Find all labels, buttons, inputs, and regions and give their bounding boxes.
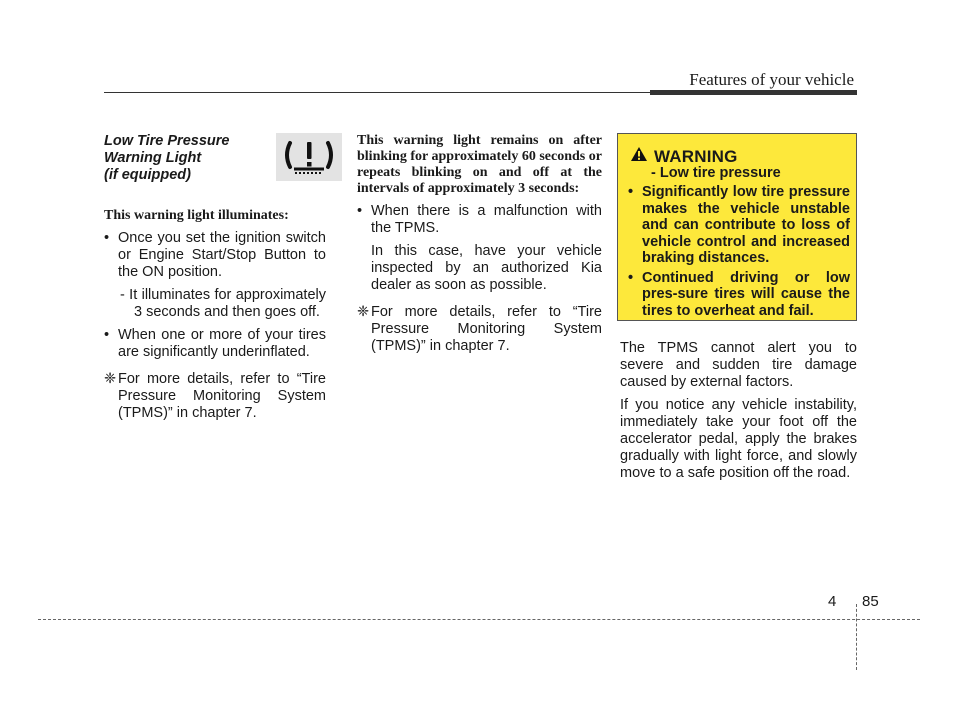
reference-note bbox=[104, 371, 326, 422]
warning-list bbox=[628, 184, 850, 319]
paragraph: If you notice any vehicle instability, immediately take your foot off the accelerator pedal, apply the brakes gradually with light force, and slowly move to a safe position off the road. bbox=[620, 397, 857, 481]
bullet-continuation: In this case, have your vehicle inspected by an authorized Kia dealer as soon as possible. bbox=[371, 243, 602, 293]
warning-box bbox=[617, 133, 857, 321]
warning-bullet: • Continued driving or low pres-sure tires will cause the tires to overheat and fail. bbox=[628, 270, 850, 320]
chapter-number: 4 bbox=[828, 593, 837, 610]
header-rule-thick bbox=[650, 90, 857, 95]
note-mark: ❈ bbox=[104, 371, 117, 387]
warning-bullet: • Significantly low tire pressure makes the vehicle unstable and can contribute to loss of vehicle control and increased braking distances. bbox=[628, 184, 850, 267]
note-text: For more details, refer to “Tire Pressure Monitoring System (TPMS)” in chapter 7. bbox=[118, 371, 326, 421]
bullet-item: • When there is a malfunction with the TPMS. bbox=[357, 203, 602, 237]
header-rule bbox=[104, 92, 650, 93]
paragraph: The TPMS cannot alert you to severe and sudden tire damage caused by external factors. bbox=[620, 340, 857, 390]
heading-line: Warning Light bbox=[104, 150, 202, 166]
reference-note bbox=[357, 304, 602, 355]
warning-light-heading bbox=[104, 133, 264, 184]
intro-text: This warning light illuminates: bbox=[104, 208, 289, 223]
note-mark: ❈ bbox=[357, 304, 370, 320]
note-text: For more details, refer to “Tire Pressure Monitoring System (TPMS)” in chapter 7. bbox=[371, 304, 602, 354]
sub-item: - It illuminates for approximately 3 seconds and then goes off. bbox=[120, 287, 326, 320]
heading-line: (if equipped) bbox=[104, 167, 191, 183]
tpms-warning-icon bbox=[276, 133, 342, 181]
column-2 bbox=[357, 133, 602, 355]
bullet-item: • When one or more of your tires are significantly underinflated. bbox=[104, 327, 326, 361]
warning-subtitle: - Low tire pressure bbox=[651, 165, 781, 181]
bullet-item: • Once you set the ignition switch or Engine Start/Stop Button to the ON position. bbox=[104, 230, 326, 281]
page-number: 85 bbox=[862, 593, 879, 610]
footer-divider bbox=[856, 604, 857, 670]
warning-header bbox=[630, 146, 738, 167]
section-title: Features of your vehicle bbox=[689, 70, 854, 89]
footer-rule bbox=[38, 619, 920, 620]
column-3-text bbox=[620, 340, 857, 482]
warning-triangle-icon bbox=[630, 146, 648, 167]
intro-text: This warning light remains on after blinking for approximately 60 seconds or repeats blinking on and off at the intervals of approximately 3 seconds: bbox=[357, 133, 602, 196]
heading-line: Low Tire Pressure bbox=[104, 133, 230, 149]
warning-title: WARNING bbox=[654, 146, 738, 166]
